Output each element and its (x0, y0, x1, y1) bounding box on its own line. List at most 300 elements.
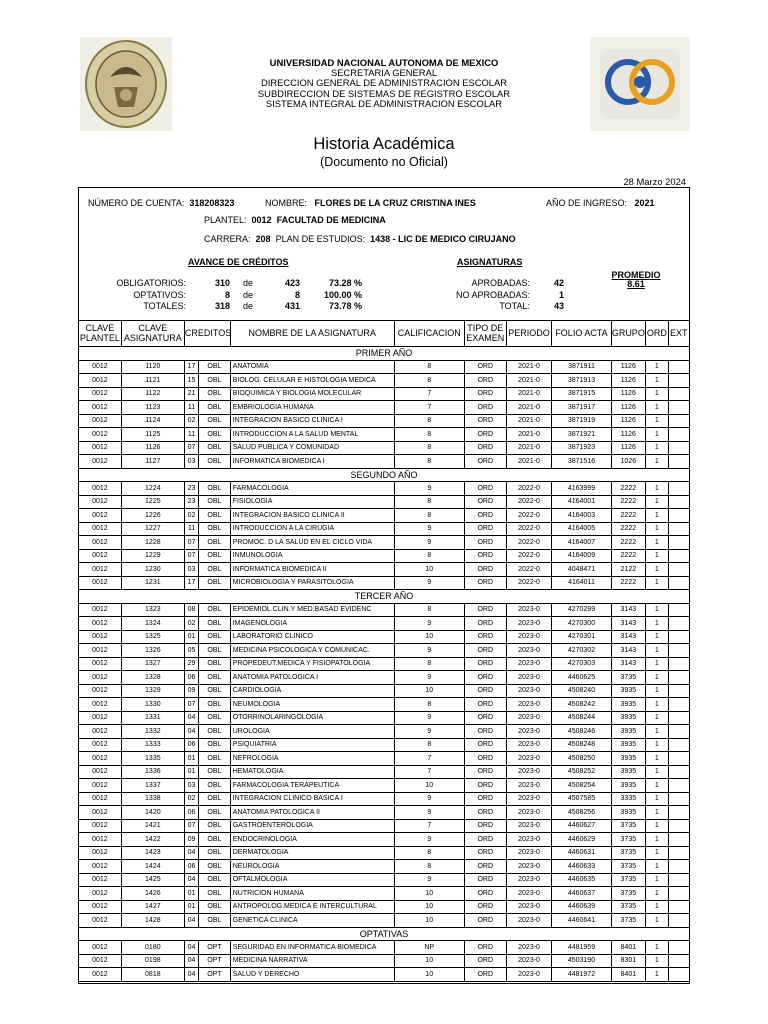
cell-ord: 1 (646, 725, 668, 739)
cell-examen: ORD (464, 873, 506, 887)
cell-plantel: 0012 (79, 900, 122, 914)
cell-folio: 4460633 (552, 860, 611, 874)
cell-calificacion: 10 (394, 779, 464, 793)
cell-periodo: 2023-0 (506, 860, 552, 874)
cell-clave: 1123 (121, 401, 184, 415)
cell-grupo: 3735 (611, 833, 646, 847)
cell-folio: 4460635 (552, 873, 611, 887)
cell-ext (668, 806, 689, 820)
cell-ord: 1 (646, 401, 668, 415)
cell-calificacion: 8 (394, 846, 464, 860)
asignaturas-row (450, 290, 566, 302)
table-row (79, 887, 690, 901)
table-row (79, 900, 690, 914)
cell-ext (668, 698, 689, 712)
cell-clave: 1324 (121, 617, 184, 631)
table-row (79, 482, 690, 496)
cell-nombre: INTRODUCCION A LA SALUD MENTAL (230, 428, 394, 442)
cell-tipo: OBL (199, 657, 231, 671)
cell-tipo: OBL (199, 644, 231, 658)
cell-creditos: 07 (184, 819, 198, 833)
cell-creditos: 29 (184, 657, 198, 671)
cell-clave: 1330 (121, 698, 184, 712)
avance-total: 8 (294, 289, 300, 300)
cell-calificacion: 10 (394, 684, 464, 698)
cell-ord: 1 (646, 414, 668, 428)
cell-creditos: 02 (184, 509, 198, 523)
table-row (79, 536, 690, 550)
cell-tipo: OBL (199, 495, 231, 509)
cell-nombre: GENETICA CLINICA (230, 914, 394, 928)
cell-ord: 1 (646, 576, 668, 590)
col-header: CLAVE PLANTEL (79, 321, 122, 347)
cell-examen: ORD (464, 806, 506, 820)
cell-examen: ORD (464, 725, 506, 739)
cell-examen: ORD (464, 846, 506, 860)
promedio-block (610, 271, 662, 289)
cell-clave: 1332 (121, 725, 184, 739)
cell-clave: 1229 (121, 549, 184, 563)
cell-nombre: FARMACOLOGIA TERAPEUTICA (230, 779, 394, 793)
cell-ord: 1 (646, 536, 668, 550)
table-row (79, 360, 690, 374)
university-name: UNIVERSIDAD NACIONAL AUTONOMA DE MEXICO (269, 57, 499, 68)
cell-calificacion: 9 (394, 671, 464, 685)
table-row (79, 576, 690, 590)
cell-folio: 4481959 (552, 941, 611, 955)
cell-examen: ORD (464, 414, 506, 428)
cell-examen: ORD (464, 819, 506, 833)
cell-creditos: 07 (184, 536, 198, 550)
asignaturas-label: NO APROBADAS: (455, 289, 530, 300)
cell-tipo: OBL (199, 360, 231, 374)
cell-tipo: OBL (199, 765, 231, 779)
cell-examen: ORD (464, 900, 506, 914)
cell-folio: 4508256 (552, 806, 611, 820)
cell-grupo: 1126 (611, 387, 646, 401)
cell-grupo: 1126 (611, 428, 646, 442)
cell-folio: 4270302 (552, 644, 611, 658)
table-row (79, 698, 690, 712)
cell-nombre: CARDIOLOGIA (230, 684, 394, 698)
avance-label: OBLIGATORIOS: (116, 278, 186, 289)
cell-folio: 4164007 (552, 536, 611, 550)
cell-clave: 1428 (121, 914, 184, 928)
cell-calificacion: 10 (394, 900, 464, 914)
cell-plantel: 0012 (79, 563, 122, 577)
cell-ext (668, 414, 689, 428)
cell-folio: 4164001 (552, 495, 611, 509)
cell-folio: 4460641 (552, 914, 611, 928)
cell-ext (668, 495, 689, 509)
cell-clave: 1421 (121, 819, 184, 833)
section-title: TERCER AÑO (79, 590, 690, 604)
cell-calificacion: 8 (394, 428, 464, 442)
carrera-field: CARRERA: 208 PLAN DE ESTUDIOS: 1438 - LIC DE MEDICO CIRUJANO (204, 234, 516, 244)
cell-calificacion: 8 (394, 509, 464, 523)
cell-nombre: NEUMOLOGIA (230, 698, 394, 712)
cell-examen: ORD (464, 455, 506, 469)
cell-examen: ORD (464, 374, 506, 388)
table-row (79, 509, 690, 523)
cell-ord: 1 (646, 860, 668, 874)
plantel-field: PLANTEL: 0012 FACULTAD DE MEDICINA (204, 215, 386, 225)
cell-clave: 1326 (121, 644, 184, 658)
cell-periodo: 2023-0 (506, 617, 552, 631)
cell-calificacion: 10 (394, 563, 464, 577)
avance-total: 431 (284, 301, 300, 312)
cell-creditos: 11 (184, 522, 198, 536)
table-row (79, 374, 690, 388)
cell-ext (668, 968, 689, 982)
cell-folio: 4460627 (552, 819, 611, 833)
cell-creditos: 07 (184, 549, 198, 563)
table-row (79, 603, 690, 617)
cell-ord: 1 (646, 603, 668, 617)
cell-examen: ORD (464, 495, 506, 509)
avance-row (112, 301, 364, 313)
cell-tipo: OBL (199, 833, 231, 847)
cell-ord: 1 (646, 482, 668, 496)
table-row (79, 806, 690, 820)
cell-plantel: 0012 (79, 819, 122, 833)
cell-clave: 1325 (121, 630, 184, 644)
cell-clave: 1423 (121, 846, 184, 860)
cell-grupo: 2122 (611, 563, 646, 577)
cell-examen: ORD (464, 482, 506, 496)
cell-calificacion: 8 (394, 374, 464, 388)
cell-tipo: OBL (199, 549, 231, 563)
cell-calificacion: 8 (394, 455, 464, 469)
cell-clave: 1227 (121, 522, 184, 536)
cell-grupo: 3935 (611, 779, 646, 793)
cell-plantel: 0012 (79, 360, 122, 374)
cell-periodo: 2022-0 (506, 576, 552, 590)
cell-calificacion: 8 (394, 657, 464, 671)
cell-examen: ORD (464, 617, 506, 631)
cell-plantel: 0012 (79, 914, 122, 928)
cell-creditos: 04 (184, 941, 198, 955)
cell-ord: 1 (646, 455, 668, 469)
cell-grupo: 3935 (611, 684, 646, 698)
cell-plantel: 0012 (79, 576, 122, 590)
cell-plantel: 0012 (79, 387, 122, 401)
cell-nombre: MEDICINA PSICOLOGICA Y COMUNICAC. (230, 644, 394, 658)
cell-ext (668, 536, 689, 550)
cell-tipo: OBL (199, 401, 231, 415)
cell-ord: 1 (646, 441, 668, 455)
cell-examen: ORD (464, 887, 506, 901)
cell-examen: ORD (464, 576, 506, 590)
cell-creditos: 09 (184, 833, 198, 847)
table-row (79, 630, 690, 644)
cell-periodo: 2022-0 (506, 522, 552, 536)
cell-clave: 1230 (121, 563, 184, 577)
cell-periodo: 2021-0 (506, 387, 552, 401)
cell-tipo: OBL (199, 509, 231, 523)
cell-calificacion: 10 (394, 887, 464, 901)
avance-title: AVANCE DE CRÉDITOS (188, 257, 289, 267)
cell-creditos: 04 (184, 711, 198, 725)
document-date: 28 Marzo 2024 (623, 176, 686, 187)
cell-ext (668, 549, 689, 563)
cell-plantel: 0012 (79, 536, 122, 550)
cell-creditos: 06 (184, 860, 198, 874)
cell-calificacion: 7 (394, 401, 464, 415)
cell-folio: 4460637 (552, 887, 611, 901)
cell-folio: 4270303 (552, 657, 611, 671)
cell-creditos: 04 (184, 954, 198, 968)
cell-periodo: 2022-0 (506, 563, 552, 577)
avance-row (112, 290, 364, 302)
cell-ext (668, 860, 689, 874)
table-row (79, 833, 690, 847)
cell-calificacion: 9 (394, 792, 464, 806)
cell-ext (668, 833, 689, 847)
table-row (79, 725, 690, 739)
cell-grupo: 2222 (611, 576, 646, 590)
cell-grupo: 1126 (611, 401, 646, 415)
cell-ext (668, 657, 689, 671)
cell-plantel: 0012 (79, 603, 122, 617)
cell-periodo: 2021-0 (506, 428, 552, 442)
table-row (79, 495, 690, 509)
cell-ext (668, 671, 689, 685)
cell-grupo: 2222 (611, 549, 646, 563)
cell-nombre: LABORATORIO CLINICO (230, 630, 394, 644)
cell-ext (668, 900, 689, 914)
cell-clave: 0198 (121, 954, 184, 968)
cell-folio: 4481972 (552, 968, 611, 982)
cell-tipo: OBL (199, 684, 231, 698)
table-row (79, 387, 690, 401)
cell-folio: 4507585 (552, 792, 611, 806)
cell-ord: 1 (646, 495, 668, 509)
cell-periodo: 2022-0 (506, 495, 552, 509)
nombre-field: NOMBRE: FLORES DE LA CRUZ CRISTINA INES (265, 198, 476, 208)
cell-nombre: INTRODUCCION A LA CIRUGIA (230, 522, 394, 536)
asignaturas-value: 43 (553, 301, 564, 312)
cell-ord: 1 (646, 941, 668, 955)
cell-calificacion: 10 (394, 914, 464, 928)
cell-examen: ORD (464, 765, 506, 779)
cell-tipo: OBL (199, 752, 231, 766)
avance-label: OPTATIVOS: (133, 289, 186, 300)
table-row (79, 428, 690, 442)
cell-plantel: 0012 (79, 374, 122, 388)
siae-logo (590, 37, 690, 131)
cell-ext (668, 644, 689, 658)
cell-periodo: 2023-0 (506, 603, 552, 617)
cell-clave: 1336 (121, 765, 184, 779)
cell-creditos: 17 (184, 576, 198, 590)
cell-calificacion: NP (394, 941, 464, 955)
cell-periodo: 2023-0 (506, 806, 552, 820)
cell-grupo: 3735 (611, 900, 646, 914)
cell-plantel: 0012 (79, 644, 122, 658)
cell-plantel: 0012 (79, 765, 122, 779)
cell-periodo: 2023-0 (506, 738, 552, 752)
cell-clave: 0818 (121, 968, 184, 982)
header-line: SISTEMA INTEGRAL DE ADMINISTRACION ESCOLAR (265, 97, 503, 109)
cell-ord: 1 (646, 765, 668, 779)
table-row (79, 819, 690, 833)
cell-grupo: 3735 (611, 887, 646, 901)
cell-ext (668, 522, 689, 536)
header-line: SUBDIRECCION DE SISTEMAS DE REGISTRO ESCOLAR (257, 87, 511, 99)
cell-ord: 1 (646, 630, 668, 644)
cell-periodo: 2022-0 (506, 549, 552, 563)
cell-ext (668, 428, 689, 442)
cell-ord: 1 (646, 873, 668, 887)
cell-nombre: PROMOC. D LA SALUD EN EL CICLO VIDA (230, 536, 394, 550)
section-row (79, 468, 690, 482)
cell-ord: 1 (646, 968, 668, 982)
cell-grupo: 1126 (611, 414, 646, 428)
table-header-row (79, 321, 690, 347)
cell-calificacion: 9 (394, 522, 464, 536)
cell-periodo: 2023-0 (506, 765, 552, 779)
cell-ext (668, 752, 689, 766)
cell-grupo: 3335 (611, 792, 646, 806)
cell-plantel: 0012 (79, 711, 122, 725)
table-row (79, 401, 690, 415)
promedio-label: PROMEDIO (611, 270, 661, 280)
cell-creditos: 01 (184, 752, 198, 766)
col-header: CREDITOS (184, 321, 230, 347)
cell-tipo: OPT (199, 968, 231, 982)
col-header: CALIFICACION (394, 321, 464, 347)
cell-grupo: 3143 (611, 657, 646, 671)
cell-nombre: BIOQUIMICA Y BIOLOGIA MOLECULAR (230, 387, 394, 401)
cell-calificacion: 9 (394, 644, 464, 658)
cell-ord: 1 (646, 387, 668, 401)
cell-nombre: INTEGRACION CLINICO BASICA I (230, 792, 394, 806)
cell-creditos: 17 (184, 360, 198, 374)
cell-ext (668, 617, 689, 631)
cell-ord: 1 (646, 779, 668, 793)
cell-grupo: 3735 (611, 873, 646, 887)
cell-creditos: 08 (184, 603, 198, 617)
cell-nombre: ANATOMIA PATOLOGICA I (230, 671, 394, 685)
table-row (79, 860, 690, 874)
cell-plantel: 0012 (79, 752, 122, 766)
cell-calificacion: 8 (394, 441, 464, 455)
cell-tipo: OBL (199, 455, 231, 469)
cell-grupo: 3735 (611, 914, 646, 928)
cell-nombre: MEDICINA NARRATIVA (230, 954, 394, 968)
cell-examen: ORD (464, 738, 506, 752)
cell-ext (668, 765, 689, 779)
cell-periodo: 2023-0 (506, 779, 552, 793)
table-row (79, 684, 690, 698)
cell-clave: 1333 (121, 738, 184, 752)
cell-ord: 1 (646, 671, 668, 685)
table-row (79, 455, 690, 469)
cell-examen: ORD (464, 428, 506, 442)
cell-ord: 1 (646, 374, 668, 388)
cell-periodo: 2023-0 (506, 833, 552, 847)
cell-plantel: 0012 (79, 738, 122, 752)
cell-creditos: 07 (184, 441, 198, 455)
cell-examen: ORD (464, 536, 506, 550)
cell-folio: 4460631 (552, 846, 611, 860)
cell-clave: 0180 (121, 941, 184, 955)
table-row (79, 914, 690, 928)
cell-ord: 1 (646, 509, 668, 523)
cell-grupo: 3935 (611, 711, 646, 725)
cell-plantel: 0012 (79, 941, 122, 955)
cell-periodo: 2021-0 (506, 455, 552, 469)
cell-periodo: 2022-0 (506, 536, 552, 550)
cell-ext (668, 401, 689, 415)
avance-table (112, 278, 364, 313)
table-row (79, 617, 690, 631)
cell-examen: ORD (464, 941, 506, 955)
cell-plantel: 0012 (79, 725, 122, 739)
cell-creditos: 04 (184, 968, 198, 982)
cell-folio: 4460625 (552, 671, 611, 685)
cell-tipo: OBL (199, 725, 231, 739)
cell-nombre: INMUNOLOGIA (230, 549, 394, 563)
cell-folio: 4270299 (552, 603, 611, 617)
cell-ext (668, 738, 689, 752)
cell-periodo: 2021-0 (506, 360, 552, 374)
col-header: CLAVE ASIGNATURA (121, 321, 184, 347)
cell-tipo: OBL (199, 536, 231, 550)
cell-periodo: 2023-0 (506, 698, 552, 712)
cell-grupo: 2222 (611, 509, 646, 523)
cell-nombre: EPIDEMIOL.CLIN.Y MED.BASAD EVIDENC (230, 603, 394, 617)
cell-ext (668, 914, 689, 928)
cell-grupo: 1026 (611, 455, 646, 469)
cell-examen: ORD (464, 441, 506, 455)
cell-grupo: 2222 (611, 495, 646, 509)
avance-de: de (242, 278, 253, 289)
cell-tipo: OBL (199, 873, 231, 887)
cell-plantel: 0012 (79, 482, 122, 496)
cell-calificacion: 8 (394, 738, 464, 752)
cell-periodo: 2021-0 (506, 374, 552, 388)
cell-calificacion: 9 (394, 536, 464, 550)
cell-folio: 3871915 (552, 387, 611, 401)
cell-nombre: SEGURIDAD EN INFORMATICA BIOMEDICA (230, 941, 394, 955)
cell-calificacion: 10 (394, 968, 464, 982)
cell-calificacion: 10 (394, 954, 464, 968)
cell-examen: ORD (464, 671, 506, 685)
cell-creditos: 07 (184, 698, 198, 712)
institution-header (180, 58, 588, 109)
cell-periodo: 2023-0 (506, 954, 552, 968)
cell-folio: 4164005 (552, 522, 611, 536)
cell-ord: 1 (646, 752, 668, 766)
grades-table (78, 320, 690, 982)
table-row (79, 968, 690, 982)
avance-value: 310 (214, 278, 230, 289)
table-row (79, 765, 690, 779)
cell-plantel: 0012 (79, 873, 122, 887)
cell-calificacion: 8 (394, 495, 464, 509)
cell-folio: 4164011 (552, 576, 611, 590)
cell-plantel: 0012 (79, 846, 122, 860)
table-row (79, 657, 690, 671)
cell-clave: 1327 (121, 657, 184, 671)
cell-ord: 1 (646, 954, 668, 968)
cell-calificacion: 8 (394, 360, 464, 374)
cell-ext (668, 779, 689, 793)
cell-grupo: 2222 (611, 522, 646, 536)
cell-calificacion: 10 (394, 630, 464, 644)
